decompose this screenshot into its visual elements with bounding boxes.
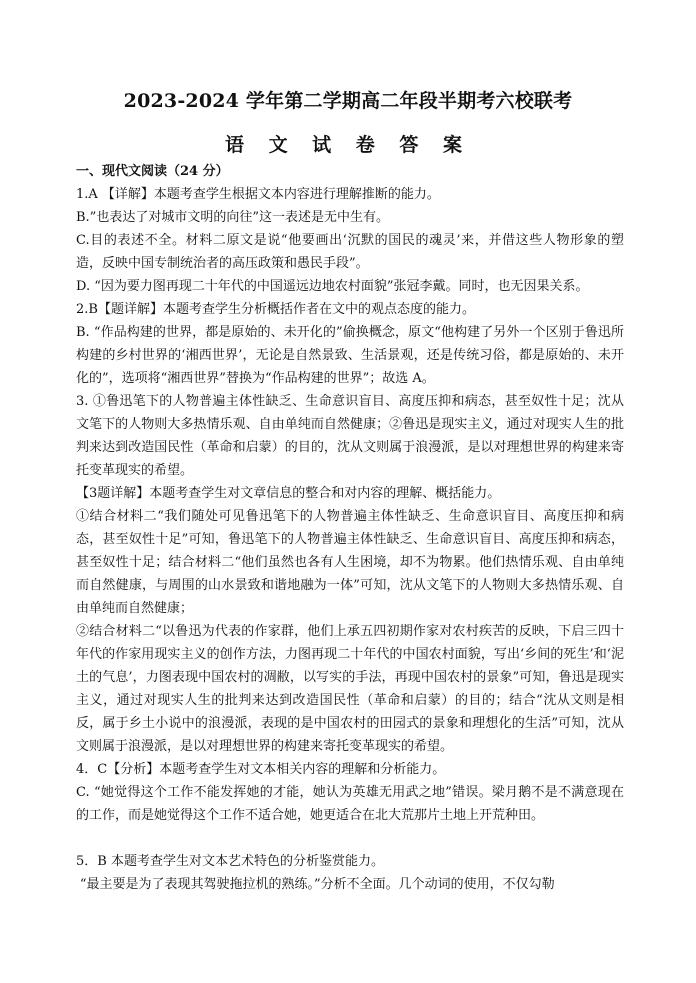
- answer-body: [76, 160, 624, 896]
- answer-q3-detail-1: ①结合材料二“我们随处可见鲁迅笔下的人物普遍主体性缺乏、生命意识盲目、高度压抑和病态，甚至奴性十足”可知，鲁迅笔下的人物普遍主体性缺乏、生命意识盲目、高度压抑和病态，甚至奴性十足；结合材料二“他们虽然也各有人生困境，却不为物累。他们热情乐观、自由单纯而自然健康，与周围的山水景致和谐地融为一体”可知，沈从文笔下的人物则大多热情乐观、自由单纯而自然健康；: [76, 509, 624, 616]
- paragraph-gap: [76, 827, 624, 850]
- answer-q1-d: D. “因为要力图再现二十年代的中国遥远边地农村面貌”张冠李戴。同时，也无因果关系。: [76, 279, 589, 294]
- answer-q1-c: C.目的表述不全。材料二原文是说“他要画出‘沉默的国民的魂灵’来，并借这些人物形象的塑造，反映中国专制统治者的高压政策和愚民手段”。: [76, 233, 624, 271]
- answer-q4-header: 4．C【分析】本题考查学生对文本相关内容的理解和分析能力。: [76, 762, 446, 777]
- answer-q2-b: B. “作品构建的世界，都是原始的、未开化的”偷换概念，原文“他构建了另外一个区别于鲁迅所构建的乡村世界的‘湘西世界’，无论是自然景致、生活景观，还是传统习俗，都是原始的、未开化的”，选项将“湘西世界”替换为“作品构建的世界”；故选 A。: [76, 325, 624, 386]
- page-title: 2023-2024 学年第二学期高二年段半期考六校联考: [123, 90, 573, 112]
- page-subtitle: 语 文 试 卷 答 案: [224, 134, 472, 156]
- answer-q3: 3. ①鲁迅笔下的人物普遍主体性缺乏、生命意识盲目、高度压抑和病态，甚至奴性十足；沈从文笔下的人物则大多热情乐观、自由单纯而自然健康；②鲁迅是现实主义，通过对现实人生的批判来达到改造国民性（革命和启蒙）的目的，沈从文则属于浪漫派，是以对理想世界的构建来寄托变革现实的希望。: [76, 394, 624, 478]
- answer-q5-header: 5．B 本题考查学生对文本艺术特色的分析鉴赏能力。: [76, 854, 384, 869]
- answer-q4-c: C. “她觉得这个工作不能发挥她的才能，她认为英雄无用武之地”错误。梁月鹅不是不满意现在的工作，而是她觉得这个工作不适合她，她更适合在北大荒那片土地上开荒种田。: [76, 785, 624, 823]
- answer-q2-header: 2.B【题详解】本题考查学生分析概括作者在文中的观点态度的能力。: [76, 302, 475, 317]
- answer-q5-detail: “最主要是为了表现其驾驶拖拉机的熟练。”分析不全面。几个动词的使用，不仅勾勒: [79, 877, 555, 892]
- answer-q1-b: B.”也表达了对城市文明的向往”这一表述是无中生有。: [76, 210, 389, 225]
- answer-q3-detail-header: 【3题详解】本题考查学生对文章信息的整合和对内容的理解、概括能力。: [76, 486, 501, 501]
- answer-q3-detail-2: ②结合材料二“以鲁迅为代表的作家群，他们上承五四初期作家对农村疾苦的反映，下启三四十年代的作家用现实主义的创作方法，力图再现二十年代的中国农村面貌，写出‘乡间的死生’和‘泥土的气息’，力图表现中国农村的凋敝，以写实的手法，再现中国农村的景象”可知，鲁迅是现实主义，通过对现实人生的批判来达到改造国民性（革命和启蒙）的目的；结合“沈从文则是相反，属于乡土小说中的浪漫派，表现的是中国农村的田园式的景象和理想化的生活”可知，沈从文则属于浪漫派，是以对理想世界的构建来寄托变革现实的希望。: [76, 624, 624, 754]
- section-heading: 一、现代文阅读（24 分）: [76, 164, 229, 179]
- answer-q1-header: 1.A 【详解】本题考查学生根据文本内容进行理解推断的能力。: [76, 187, 440, 202]
